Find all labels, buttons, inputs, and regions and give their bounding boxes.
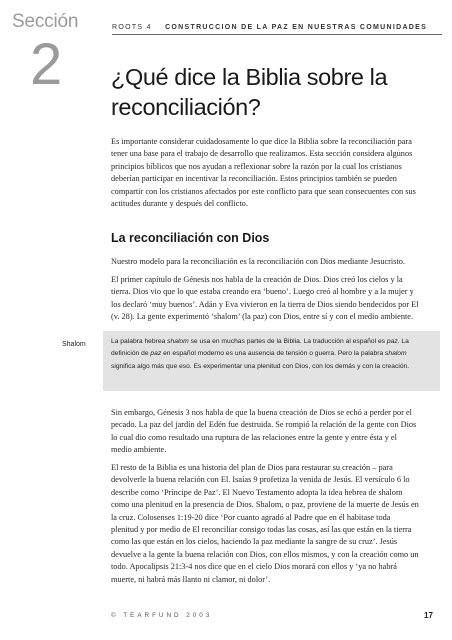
shalom-callout-box <box>103 331 440 391</box>
subheading: La reconciliación con Dios <box>111 231 270 245</box>
footer-credit: © TEARFUND 2003 <box>111 612 213 619</box>
running-header-series: ROOTS 4 <box>112 24 152 31</box>
callout-text: La palabra hebrea shalom se usa en muchas partes de la Biblia. La traducción al español es paz. La definición de paz en español moderno es una ausencia de tensión o guerra. Pero la palabra shalom significa algo más que eso. Es experimentar una plenitud con Dios, con los demás y con la creación. <box>111 338 410 370</box>
running-header <box>112 24 442 35</box>
body-paragraph: Nuestro modelo para la reconciliación es la reconciliación con Dios mediante Jesucristo. <box>111 257 405 266</box>
page-number: 17 <box>424 611 433 620</box>
running-header-title: CONSTRUCCION DE LA PAZ EN NUESTRAS COMUNIDADES <box>165 24 428 31</box>
body-paragraph: Sin embargo, Génesis 3 nos habla de que la buena creación de Dios se echó a perder por el pecado. La paz del jardín del Edén fue destruida. Se rompió la relación de la gente con Dios lo cual dio como resultado una ruptura de las relaciones entre la gente y entre ésta y el medio ambiente. <box>111 408 417 455</box>
intro-paragraph: Es importante considerar cuidadosamente lo que dice la Biblia sobre la reconciliación para tener una base para el trabajo de desarrollo que realizamos. Esta sección considera algunos principios bíblicos que nos ayudan a reflexionar sobre la razón por la cual los cristianos deberían participar en incentivar la reconciliación. Estos principios también se pueden compartir con los cristianos afectados por este conflicto para que sean consecuentes con sus actitudes durante y después del conflicto. <box>111 137 416 209</box>
section-label: Sección <box>12 11 79 32</box>
section-number: 2 <box>30 32 63 97</box>
body-paragraph: El resto de la Biblia es una historia del plan de Dios para restaurar su creación – para devolverle la buena relación con El. Isaías 9 profetiza la venida de Jesús. El versículo 6 lo describe como ‘Príncipe de Paz’. El Nuevo Testamento adopta la idea hebrea de shalom como una plenitud en la presencia de Dios. Shalom, o paz, proviene de la muerte de Jesús en la cruz. Colosenses 1:19-20 dice ‘Por cuanto agradó al Padre que en él habitase toda plenitud y por medio de El reconciliar consigo todas las cosas, así las que están en la tierra como las que están en los cielos, haciendo la paz mediante la sangre de su cruz’. Jesús devuelve a la gente la buena relación con Dios, con ellos mismos, y con la creación como un todo. Apocalipsis 21:3-4 nos dice que en el cielo Dios morará con ellos y ‘ya no habrá muerte, ni habrá más llanto ni clamor, ni dolor’. <box>111 463 419 584</box>
callout-side-label: Shalom <box>62 341 86 348</box>
body-paragraph: El primer capítulo de Génesis nos habla de la creación de Dios. Dios creó los cielos y la tierra. Dios vio que lo que estaba creando era ‘bueno’. Luego creó al hombre y a la mujer y los declaró ‘muy buenos’. Adán y Eva vivieron en la tierra de Dios siendo bendecidos por El (v. 28). La gente experimentó ‘shalom’ (la paz) con Dios, entre sí y con el medio ambiente. <box>111 275 419 322</box>
page-title: ¿Qué dice la Biblia sobre la reconciliación? <box>111 64 388 120</box>
